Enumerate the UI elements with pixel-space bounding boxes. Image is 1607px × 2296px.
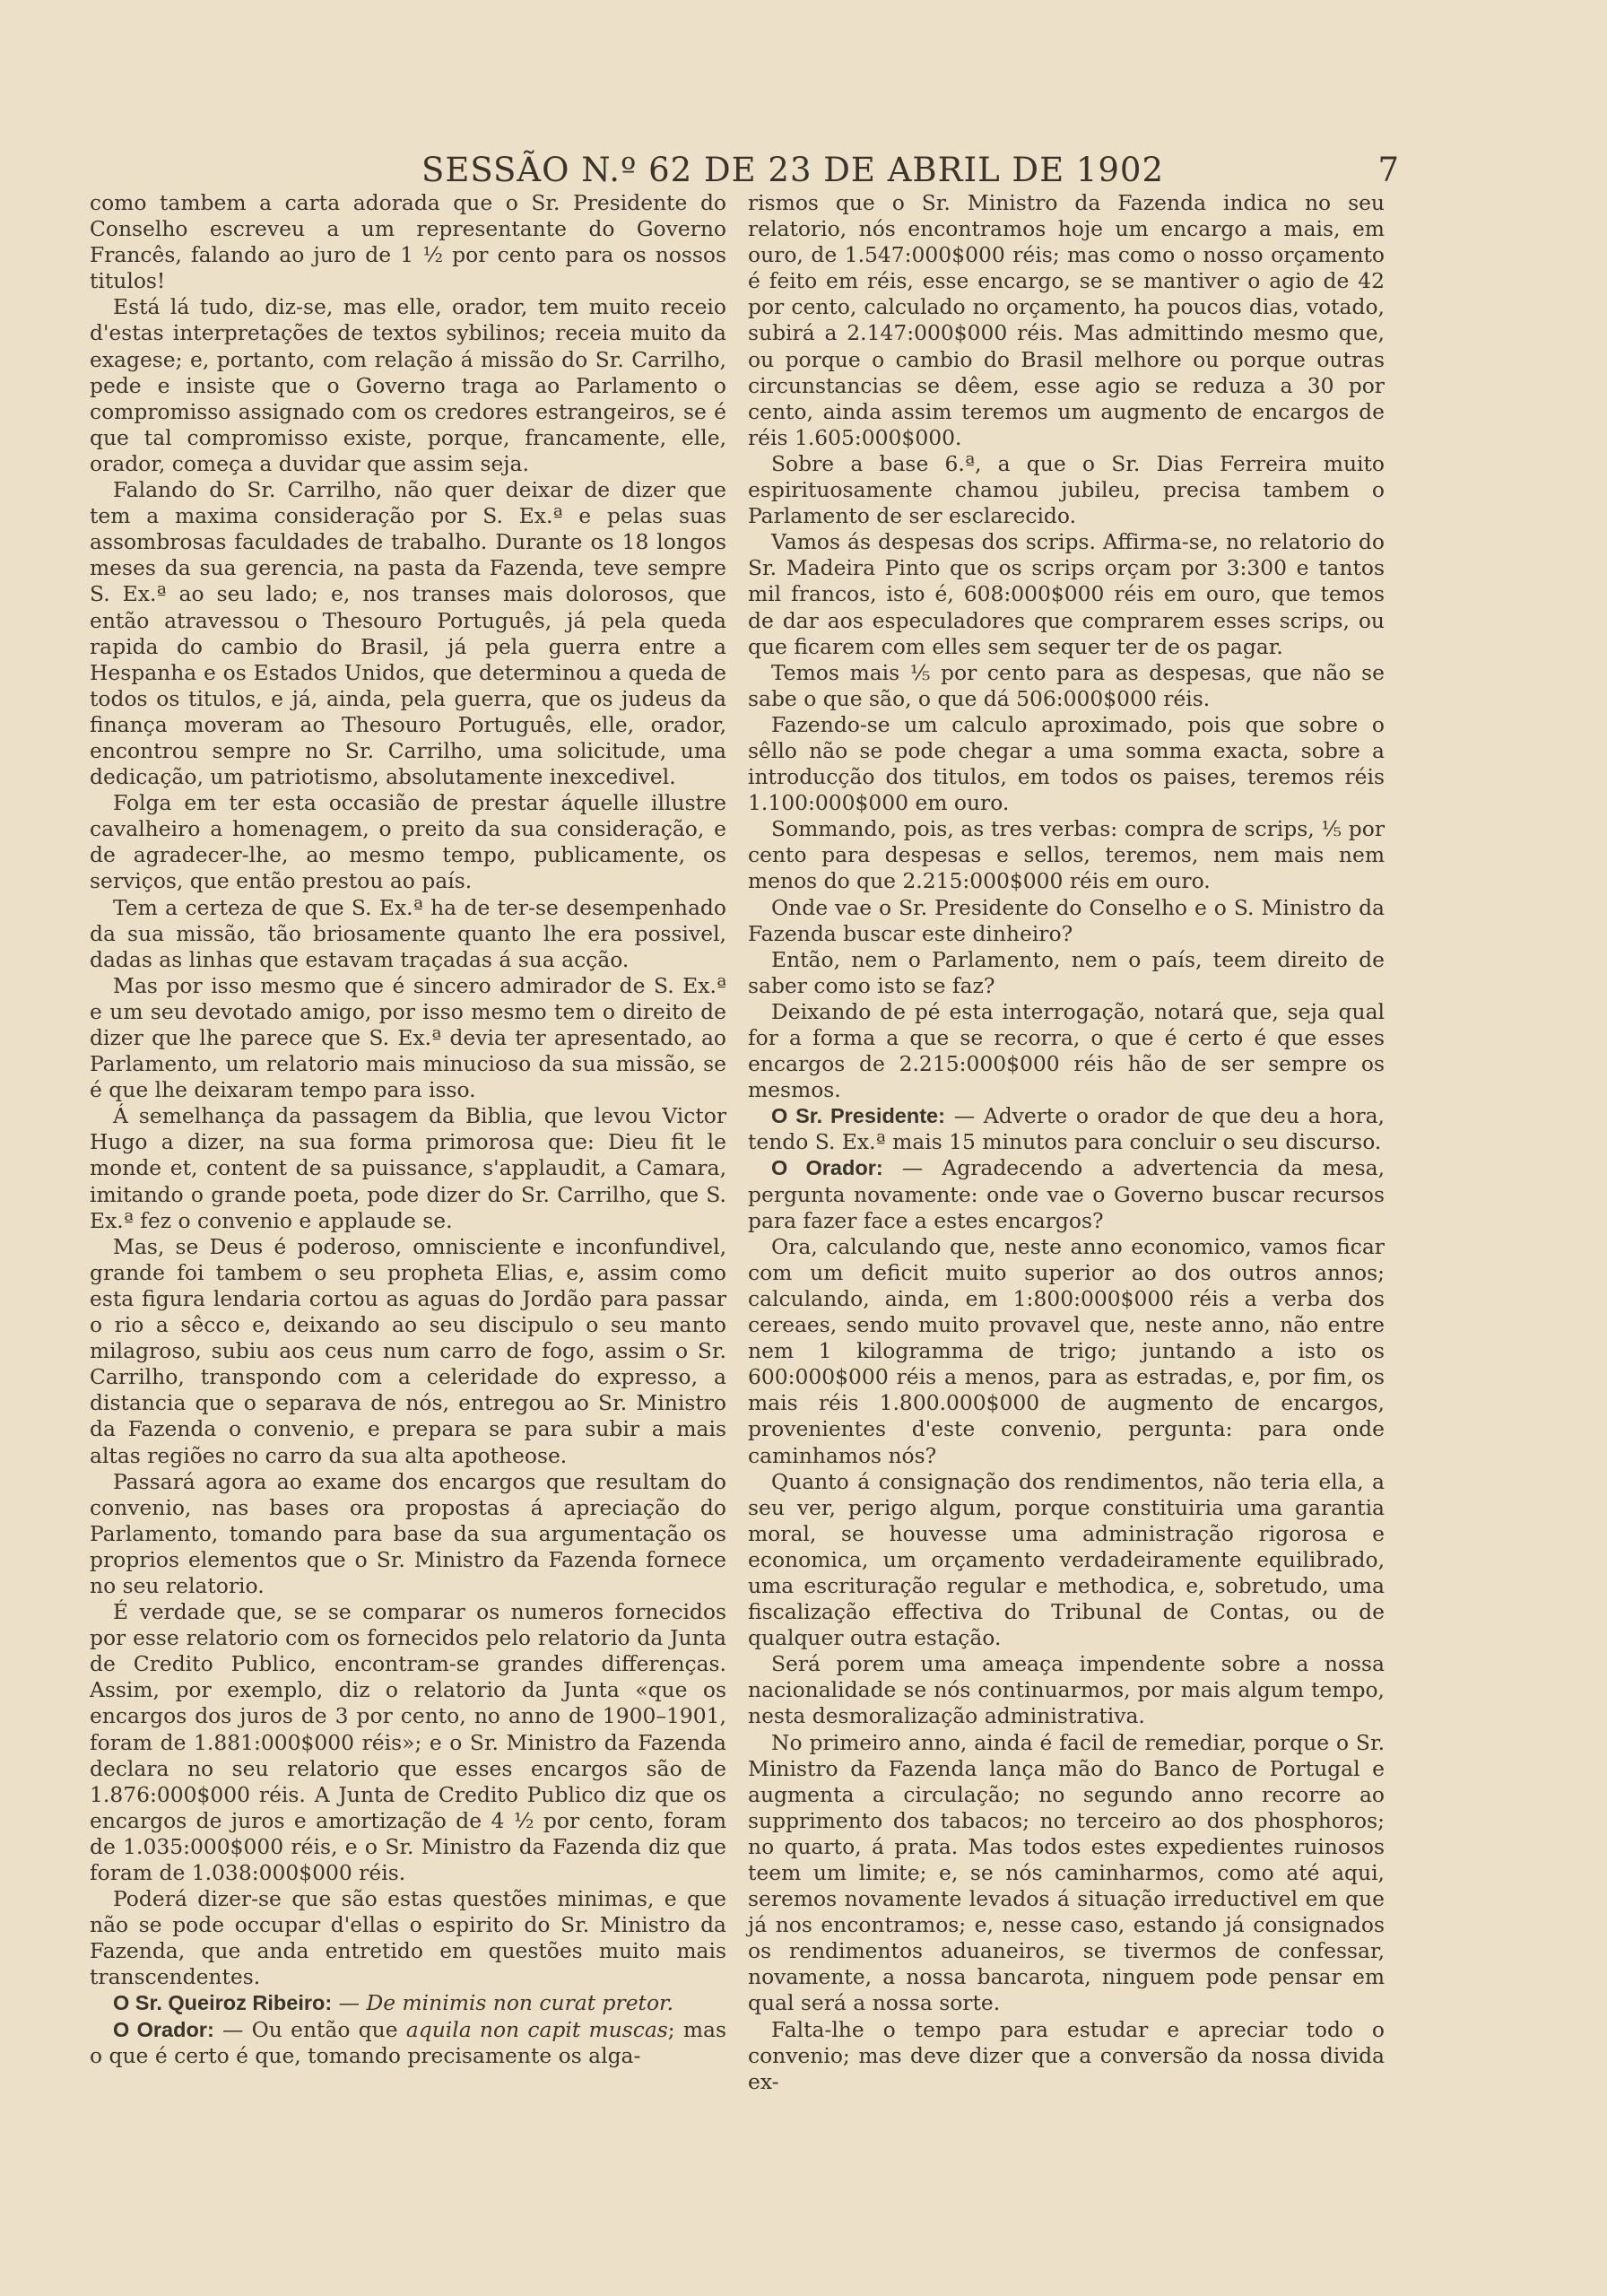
speech-text: — Agradecendo a advertencia da mesa, pergunta novamente: onde vae o Governo buscar recursos para fazer face a estes encargos?: [748, 1155, 1385, 1233]
paragraph: Sommando, pois, as tres verbas: compra de scrips, ⅕ por cento para despesas e sellos, teremos, nem mais nem menos do que 2.215:000$000 réis em ouro.: [748, 816, 1385, 894]
paragraph: Está lá tudo, diz-se, mas elle, orador, tem muito receio d'estas interpretações de textos sybilinos; receia muito da exagese; e, portanto, com relação á missão do Sr. Carrilho, pede e insiste que o Governo traga ao Parlamento o compromisso assignado com os credores estrangeiros, se é que tal compromisso existe, porque, francamente, elle, orador, começa a duvidar que assim seja.: [90, 294, 726, 476]
paragraph: Será porem uma ameaça impendente sobre a nossa nacionalidade se nós continuarmos, por mais algum tempo, nesta desmoralização administrativa.: [748, 1651, 1385, 1729]
speech-text: — De minimis non curat pretor.: [338, 1990, 674, 2016]
paragraph: Mas, se Deus é poderoso, omnisciente e inconfundivel, grande foi tambem o seu propheta Elias, e, assim como esta figura lendaria cortou as aguas do Jordão para passar o rio a sêcco e, deixando ao seu discipulo o seu manto milagroso, subiu aos ceus num carro de fogo, assim o Sr. Carrilho, transpondo com a celeridade do expresso, a distancia que o separava de nós, entregou ao Sr. Ministro da Fazenda o convenio, e prepara se para subir a mais altas regiões no carro da sua alta apotheose.: [90, 1233, 726, 1468]
speech-text: ; mas o que é certo é que, tomando precisamente os alga-: [90, 2016, 727, 2068]
speaker-name: O Sr. Presidente:: [771, 1104, 945, 1128]
paragraph: É verdade que, se se comparar os numeros fornecidos por esse relatorio com os fornecidos pelo relatorio da Junta de Credito Publico, encontram-se grandes differenças. Assim, por exemplo, diz o relatorio da Junta «que os encargos dos juros de 3 por cento, no anno de 1900–1901, foram de 1.881:000$000 réis»; e o Sr. Ministro da Fazenda declara no seu relatorio que esses encargos são de 1.876:000$000 réis. A Junta de Credito Publico diz que os encargos de juros e amortização de 4 ½ por cento, foram de 1.035:000$000 réis, e o Sr. Ministro da Fazenda diz que foram de 1.038:000$000 réis.: [90, 1599, 726, 1885]
speaker-name: O Orador:: [771, 1156, 883, 1180]
paragraph: Passará agora ao exame dos encargos que resultam do convenio, nas bases ora propostas á apreciação do Parlamento, tomando para base da sua argumentação os proprios elementos que o Sr. Ministro da Fazenda fornece no seu relatorio.: [90, 1468, 726, 1598]
paragraph: Fazendo-se um calculo aproximado, pois que sobre o sêllo não se pode chegar a uma somma exacta, sobre a introducção dos titulos, em todos os paises, teremos réis 1.100:000$000 em ouro.: [748, 711, 1385, 816]
speaker-name: O Orador:: [113, 2017, 214, 2041]
paragraph: Ora, calculando que, neste anno economico, vamos ficar com um deficit muito superior ao dos outros annos; calculando, ainda, em 1:800:000$000 réis a verba dos cereaes, sendo muito provavel que, neste anno, não entre nem 1 kilogramma de trigo; juntando a isto os 600:000$000 réis a menos, para as estradas, e, por fim, os mais réis 1.800.000$000 de augmento de encargos, provenientes d'este convenio, pergunta: para onde caminhamos nós?: [748, 1233, 1385, 1468]
speaker-name: O Sr. Queiroz Ribeiro:: [113, 1991, 333, 2015]
paragraph: Falando do Sr. Carrilho, não quer deixar de dizer que tem a maxima consideração por S. Ex.ª e pelas suas assombrosas faculdades de trabalho. Durante os 18 longos meses da sua gerencia, na pasta da Fazenda, teve sempre S. Ex.ª ao seu lado; e, nos transes mais dolorosos, que então atravessou o Thesouro Português, já pela queda rapida do cambio do Brasil, já pela guerra entre a Hespanha e os Estados Unidos, que determinou a queda de todos os titulos, e já, ainda, pela guerra, que os judeus da finança moveram ao Thesouro Português, elle, orador, encontrou sempre no Sr. Carrilho, uma solicitude, uma dedicação, um patriotismo, absolutamente inexcedivel.: [90, 477, 726, 790]
paragraph: Poderá dizer-se que são estas questões minimas, e que não se pode occupar d'ellas o espirito do Sr. Ministro da Fazenda, que anda entretido em questões muito mais transcendentes.: [90, 1886, 726, 1990]
page-header: [90, 151, 1399, 196]
paragraph: Mas por isso mesmo que é sincero admirador de S. Ex.ª e um seu devotado amigo, por isso mesmo tem o direito de dizer que lhe parece que S. Ex.ª devia ter apresentado, ao Parlamento, um relatorio mais minucioso da sua missão, se é que lhe deixaram tempo para isso.: [90, 972, 726, 1103]
paragraph: Á semelhança da passagem da Biblia, que levou Victor Hugo a dizer, na sua forma primorosa que: Dieu fit le monde et, content de sa puissance, s'applaudit, a Camara, imitando o grande poeta, pode dizer do Sr. Carrilho, que S. Ex.ª fez o convenio e applaude se.: [90, 1103, 726, 1233]
speech-presidente: [748, 1103, 1385, 1155]
paragraph: como tambem a carta adorada que o Sr. Presidente do Conselho escreveu a um representante do Governo Francês, falando ao juro de 1 ½ por cento para os nossos titulos!: [90, 190, 726, 294]
paragraph: Tem a certeza de que S. Ex.ª ha de ter-se desempenhado da sua missão, tão briosamente quanto lhe era possivel, dadas as linhas que estavam traçadas á sua acção.: [90, 894, 726, 972]
paragraph: Sobre a base 6.ª, a que o Sr. Dias Ferreira muito espirituosamente chamou jubileu, precisa tambem o Parlamento de ser esclarecido.: [748, 450, 1385, 529]
right-column: [748, 190, 1385, 2095]
latin-quote: aquila non capit muscas: [405, 2016, 668, 2042]
paragraph: No primeiro anno, ainda é facil de remediar, porque o Sr. Ministro da Fazenda lança mão do Banco de Portugal e augmenta a circulação; no segundo anno recorre ao supprimento dos tabacos; no terceiro ao dos phosphoros; no quarto, á prata. Mas todos estes expedientes ruinosos teem um limite; e, se nós caminharmos, como até aqui, seremos novamente levados á situação irreductivel em que já nos encontramos; e, nesse caso, estando já consignados os rendimentos aduaneiros, se tivermos de confessar, novamente, a nossa bancarota, ninguem pode pensar em qual será a nossa sorte.: [748, 1729, 1385, 2016]
speech-orador: [90, 2017, 726, 2069]
paragraph: Falta-lhe o tempo para estudar e apreciar todo o convenio; mas deve dizer que a conversão da nossa divida ex-: [748, 2016, 1385, 2094]
paragraph: Onde vae o Sr. Presidente do Conselho e o S. Ministro da Fazenda buscar este dinheiro?: [748, 894, 1385, 946]
paragraph: Temos mais ⅕ por cento para as despesas, que não se sabe o que são, o que dá 506:000$000 réis.: [748, 659, 1385, 711]
paragraph: Quanto á consignação dos rendimentos, não teria ella, a seu ver, perigo algum, porque constituiria uma garantia moral, se houvesse uma administração rigorosa e economica, um orçamento verdadeiramente equilibrado, uma escrituração regular e methodica, e, sobretudo, uma fiscalização effectiva do Tribunal de Contas, ou de qualquer outra estação.: [748, 1468, 1385, 1651]
page-number: 7: [1377, 151, 1399, 189]
running-title: SESSÃO N.º 62 DE 23 DE ABRIL DE 1902: [421, 151, 1165, 189]
paragraph: Então, nem o Parlamento, nem o país, teem direito de saber como isto se faz?: [748, 946, 1385, 998]
paragraph: Vamos ás despesas dos scrips. Affirma-se, no relatorio do Sr. Madeira Pinto que os scrips orçam por 3:300 e tantos mil francos, isto é, 608:000$000 réis em ouro, que temos de dar aos especuladores que comprarem esses scrips, ou que ficarem com elles sem sequer ter de os pagar.: [748, 529, 1385, 659]
speech-queiroz-ribeiro: [90, 1990, 726, 2016]
paragraph: rismos que o Sr. Ministro da Fazenda indica no seu relatorio, nós encontramos hoje um encargo a mais, em ouro, de 1.547:000$000 réis; mas como o nosso orçamento é feito em réis, esse encargo, se se mantiver o agio de 42 por cento, calculado no orçamento, ha poucos dias, votado, subirá a 2.147:000$000 réis. Mas admittindo mesmo que, ou porque o cambio do Brasil melhore ou porque outras circunstancias se dêem, esse agio se reduza a 30 por cento, ainda assim teremos um augmento de encargos de réis 1.605:000$000.: [748, 190, 1385, 450]
speech-text: — Ou então que: [222, 2016, 406, 2042]
paragraph: Deixando de pé esta interrogação, notará que, seja qual for a forma a que se recorra, o que é certo é que esses encargos de 2.215:000$000 réis hão de ser sempre os mesmos.: [748, 998, 1385, 1103]
paragraph: Folga em ter esta occasião de prestar áquelle illustre cavalheiro a homenagem, o preito da sua consideração, e de agradecer-lhe, ao mesmo tempo, publicamente, os serviços, que então prestou ao país.: [90, 790, 726, 894]
speech-orador: [748, 1155, 1385, 1233]
left-column: [90, 190, 726, 2069]
speech-text: — Adverte o orador de que deu a hora, tendo S. Ex.ª mais 15 minutos para concluir o seu discurso.: [748, 1103, 1385, 1155]
